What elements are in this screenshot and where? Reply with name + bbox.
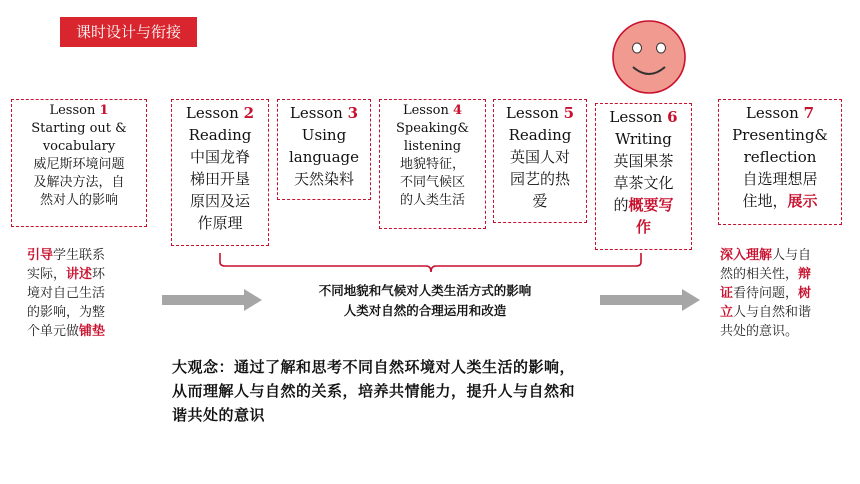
lesson-3-card: Lesson 3 Using language 天然染料 (277, 99, 371, 200)
right-arrow-icon (600, 289, 700, 311)
lesson-2-card: Lesson 2 Reading 中国龙脊 梯田开垦 原因及运 作原理 (171, 99, 269, 246)
smiley-face-icon (611, 19, 687, 95)
right-note: 深入理解人与自 然的相关性，辩 证看待问题，树 立人与自然和谐 共处的意识。 (720, 248, 812, 339)
lesson-6-card: Lesson 6 Writing 英国果茶 草茶文化 的概要写 作 (595, 103, 692, 250)
lesson-1-card: Lesson 1 Starting out & vocabulary 威尼斯环境问题 及解决方法，自 然对人的影响 (11, 99, 147, 227)
left-note: 引导学生联系 实际，讲述环 境对自己生活 的影响，为整 个单元做铺垫 (27, 248, 106, 339)
section-title-tag: 课时设计与衔接 (60, 17, 197, 47)
right-arrow-icon (162, 289, 262, 311)
unit-theme-text: 不同地貌和气候对人类生活方式的影响 人类对自然的合理运用和改造 (318, 283, 532, 318)
lesson-4-card: Lesson 4 Speaking& listening 地貌特征， 不同气候区 的人类生活 (379, 99, 486, 229)
lesson-5-card: Lesson 5 Reading 英国人对 园艺的热 爱 (493, 99, 587, 223)
lesson-7-card: Lesson 7 Presenting& reflection 自选理想居 住地，展示 (718, 99, 842, 225)
big-idea-text: 大观念：通过了解和思考不同自然环境对人类生活的影响， 从而理解人与自然的关系，培养共情能力，提升人与自然和 谐共处的意识 (172, 358, 576, 424)
